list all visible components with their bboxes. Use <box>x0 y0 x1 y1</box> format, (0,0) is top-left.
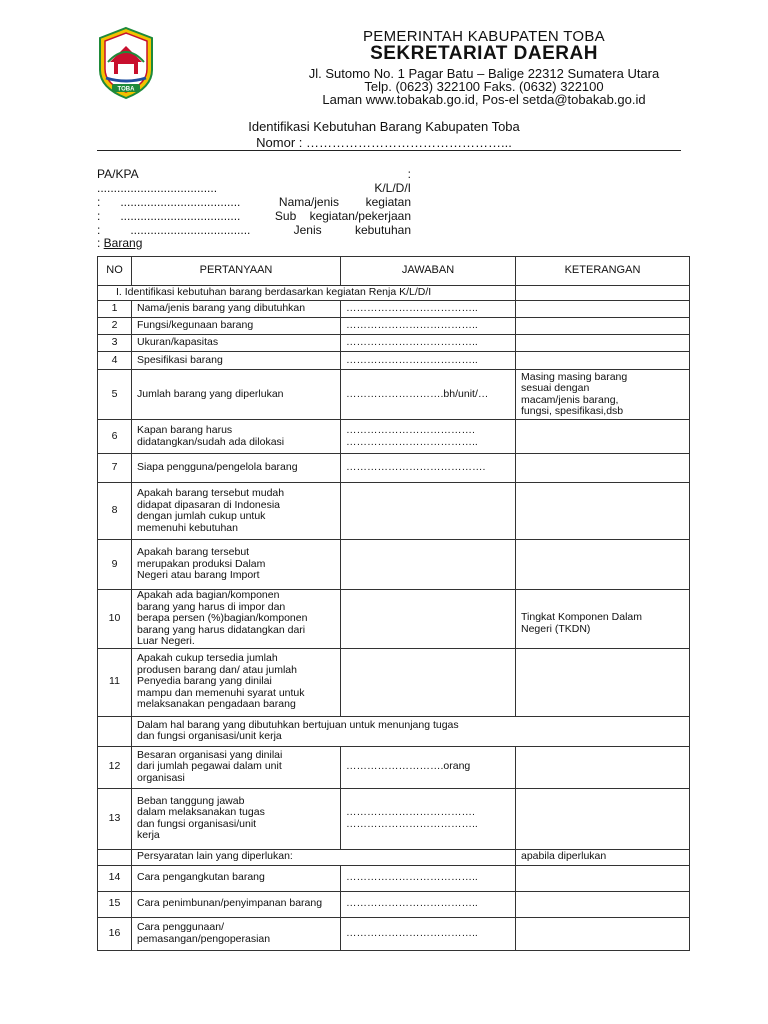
row-answer[interactable] <box>341 540 516 590</box>
meta-kegiatan-field[interactable]: : .................................... <box>97 195 241 209</box>
table-body-1 <box>98 301 690 717</box>
table-row <box>98 370 690 420</box>
header-address: Jl. Sutomo No. 1 Pagar Batu – Balige 22312 Sumatera Utara <box>308 66 660 81</box>
row-note <box>516 648 690 716</box>
row-note <box>516 540 690 590</box>
section-title: Persyaratan lain yang diperlukan: <box>132 849 516 865</box>
table-body-3 <box>98 865 690 950</box>
document-title: Identifikasi Kebutuhan Barang Kabupaten Toba <box>248 119 520 134</box>
section-note <box>516 286 690 301</box>
row-answer[interactable]: ……………………….orang <box>341 746 516 788</box>
row-number: 9 <box>98 540 132 590</box>
row-number: 14 <box>98 865 132 891</box>
row-question: Apakah cukup tersedia jumlah produsen barang dan/ atau jumlah Penyedia barang yang dinilai mampu dan memenuhi syarat untuk melaksanakan pengadaan barang <box>132 648 341 716</box>
table-row <box>98 352 690 370</box>
meta-sub-field[interactable]: : .................................... <box>97 209 241 223</box>
header-web: Laman www.tobakab.go.id, Pos-el setda@tobakab.go.id <box>322 92 646 107</box>
table-header-row <box>98 257 690 286</box>
meta-kldi: K/L/D/I <box>374 181 411 195</box>
row-note <box>516 865 690 891</box>
row-number: 13 <box>98 788 132 849</box>
header-secretariat: SEKRETARIAT DAERAH <box>370 43 598 64</box>
row-note <box>516 917 690 950</box>
table-row <box>98 590 690 649</box>
row-note <box>516 788 690 849</box>
meta-colon: : <box>407 167 411 181</box>
row-number: 4 <box>98 352 132 370</box>
row-note <box>516 352 690 370</box>
row-note <box>516 746 690 788</box>
table-row <box>98 540 690 590</box>
row-answer[interactable]: ……………………………….. <box>341 865 516 891</box>
title-divider <box>97 150 681 151</box>
row-answer[interactable]: ……………………………….. <box>341 318 516 335</box>
row-note <box>516 891 690 917</box>
row-question: Ukuran/kapasitas <box>132 335 341 352</box>
document-number: Nomor : ………………………………………... <box>256 135 512 150</box>
row-answer[interactable]: ……………………………….. <box>341 352 516 370</box>
meta-sub-label: Sub kegiatan/pekerjaan <box>274 209 411 223</box>
row-question: Besaran organisasi yang dinilai dari jumlah pegawai dalam unit organisasi <box>132 746 341 788</box>
section-title: Dalam hal barang yang dibutuhkan bertujuan untuk menunjang tugas dan fungsi organisasi/unit kerja <box>132 716 690 746</box>
row-number: 8 <box>98 483 132 540</box>
row-answer[interactable]: ……………………………….. <box>341 301 516 318</box>
table-row <box>98 746 690 788</box>
row-answer[interactable]: ……………………….bh/unit/… <box>341 370 516 420</box>
meta-jenis-label: Jenis kebutuhan <box>293 223 411 237</box>
row-answer[interactable]: ………………………………. ……………………………….. <box>341 420 516 454</box>
row-note <box>516 301 690 318</box>
row-number: 6 <box>98 420 132 454</box>
section-row <box>98 716 690 746</box>
row-question: Siapa pengguna/pengelola barang <box>132 454 341 483</box>
table-row <box>98 301 690 318</box>
row-question: Spesifikasi barang <box>132 352 341 370</box>
table-row <box>98 335 690 352</box>
table-row <box>98 318 690 335</box>
row-number: 10 <box>98 590 132 649</box>
header-jawaban: JAWABAN <box>341 257 516 286</box>
header-keterangan: KETERANGAN <box>516 257 690 286</box>
meta-jenis-field[interactable]: : .................................... <box>97 223 251 237</box>
row-question: Cara pengangkutan barang <box>132 865 341 891</box>
table-row <box>98 917 690 950</box>
row-number: 3 <box>98 335 132 352</box>
row-question: Apakah barang tersebut mudah didapat dipasaran di Indonesia dengan jumlah cukup untuk memenuhi kebutuhan <box>132 483 341 540</box>
header-government: PEMERINTAH KABUPATEN TOBA <box>363 28 605 45</box>
row-number: 16 <box>98 917 132 950</box>
section-title: I. Identifikasi kebutuhan barang berdasarkan kegiatan Renja K/L/D/I <box>98 286 516 301</box>
table-row <box>98 454 690 483</box>
table-row <box>98 420 690 454</box>
section-row <box>98 849 690 865</box>
identification-table <box>97 256 690 951</box>
row-answer[interactable]: ………………………………. ……………………………….. <box>341 788 516 849</box>
meta-barang: : Barang <box>97 236 143 250</box>
row-answer[interactable]: ……………………………….. <box>341 335 516 352</box>
header-pertanyaan: PERTANYAAN <box>132 257 341 286</box>
svg-text:TOBA: TOBA <box>117 86 135 93</box>
row-note <box>516 420 690 454</box>
row-note <box>516 483 690 540</box>
row-answer[interactable]: ……………………………….. <box>341 891 516 917</box>
row-answer[interactable] <box>341 648 516 716</box>
row-number: 15 <box>98 891 132 917</box>
header-phone: Telp. (0623) 322100 Faks. (0632) 322100 <box>364 79 604 94</box>
row-number: 12 <box>98 746 132 788</box>
row-number: 11 <box>98 648 132 716</box>
row-question: Cara penggunaan/ pemasangan/pengoperasian <box>132 917 341 950</box>
row-question: Beban tanggung jawab dalam melaksanakan tugas dan fungsi organisasi/unit kerja <box>132 788 341 849</box>
row-note <box>516 335 690 352</box>
table-body-2 <box>98 746 690 849</box>
meta-dots-kldi[interactable]: .................................... <box>97 181 218 195</box>
table-row <box>98 648 690 716</box>
row-note: Tingkat Komponen Dalam Negeri (TKDN) <box>516 590 690 649</box>
row-question: Nama/jenis barang yang dibutuhkan <box>132 301 341 318</box>
table-row <box>98 865 690 891</box>
table-row <box>98 788 690 849</box>
row-note <box>516 454 690 483</box>
row-note: Masing masing barang sesuai dengan macam/jenis barang, fungsi, spesifikasi,dsb <box>516 370 690 420</box>
row-number: 7 <box>98 454 132 483</box>
row-question: Cara penimbunan/penyimpanan barang <box>132 891 341 917</box>
meta-pakpa: PA/KPA <box>97 167 139 181</box>
section-row <box>98 286 690 301</box>
row-question: Jumlah barang yang diperlukan <box>132 370 341 420</box>
row-answer[interactable]: ……………………………….. <box>341 917 516 950</box>
table-row <box>98 483 690 540</box>
row-question: Fungsi/kegunaan barang <box>132 318 341 335</box>
row-answer[interactable] <box>341 483 516 540</box>
row-question: Apakah ada bagian/komponen barang yang harus di impor dan berapa persen (%)bagian/komponen barang yang harus didatangkan dari Luar Negeri. <box>132 590 341 649</box>
table-row <box>98 891 690 917</box>
row-question: Apakah barang tersebut merupakan produksi Dalam Negeri atau barang Import <box>132 540 341 590</box>
row-number: 5 <box>98 370 132 420</box>
row-number: 2 <box>98 318 132 335</box>
row-answer[interactable] <box>341 590 516 649</box>
row-question: Kapan barang harus didatangkan/sudah ada dilokasi <box>132 420 341 454</box>
header-no: NO <box>98 257 132 286</box>
row-number: 1 <box>98 301 132 318</box>
section-note: apabila diperlukan <box>516 849 690 865</box>
row-note <box>516 318 690 335</box>
meta-kegiatan-label: Nama/jenis kegiatan <box>278 195 411 209</box>
row-answer[interactable]: …………………………………. <box>341 454 516 483</box>
